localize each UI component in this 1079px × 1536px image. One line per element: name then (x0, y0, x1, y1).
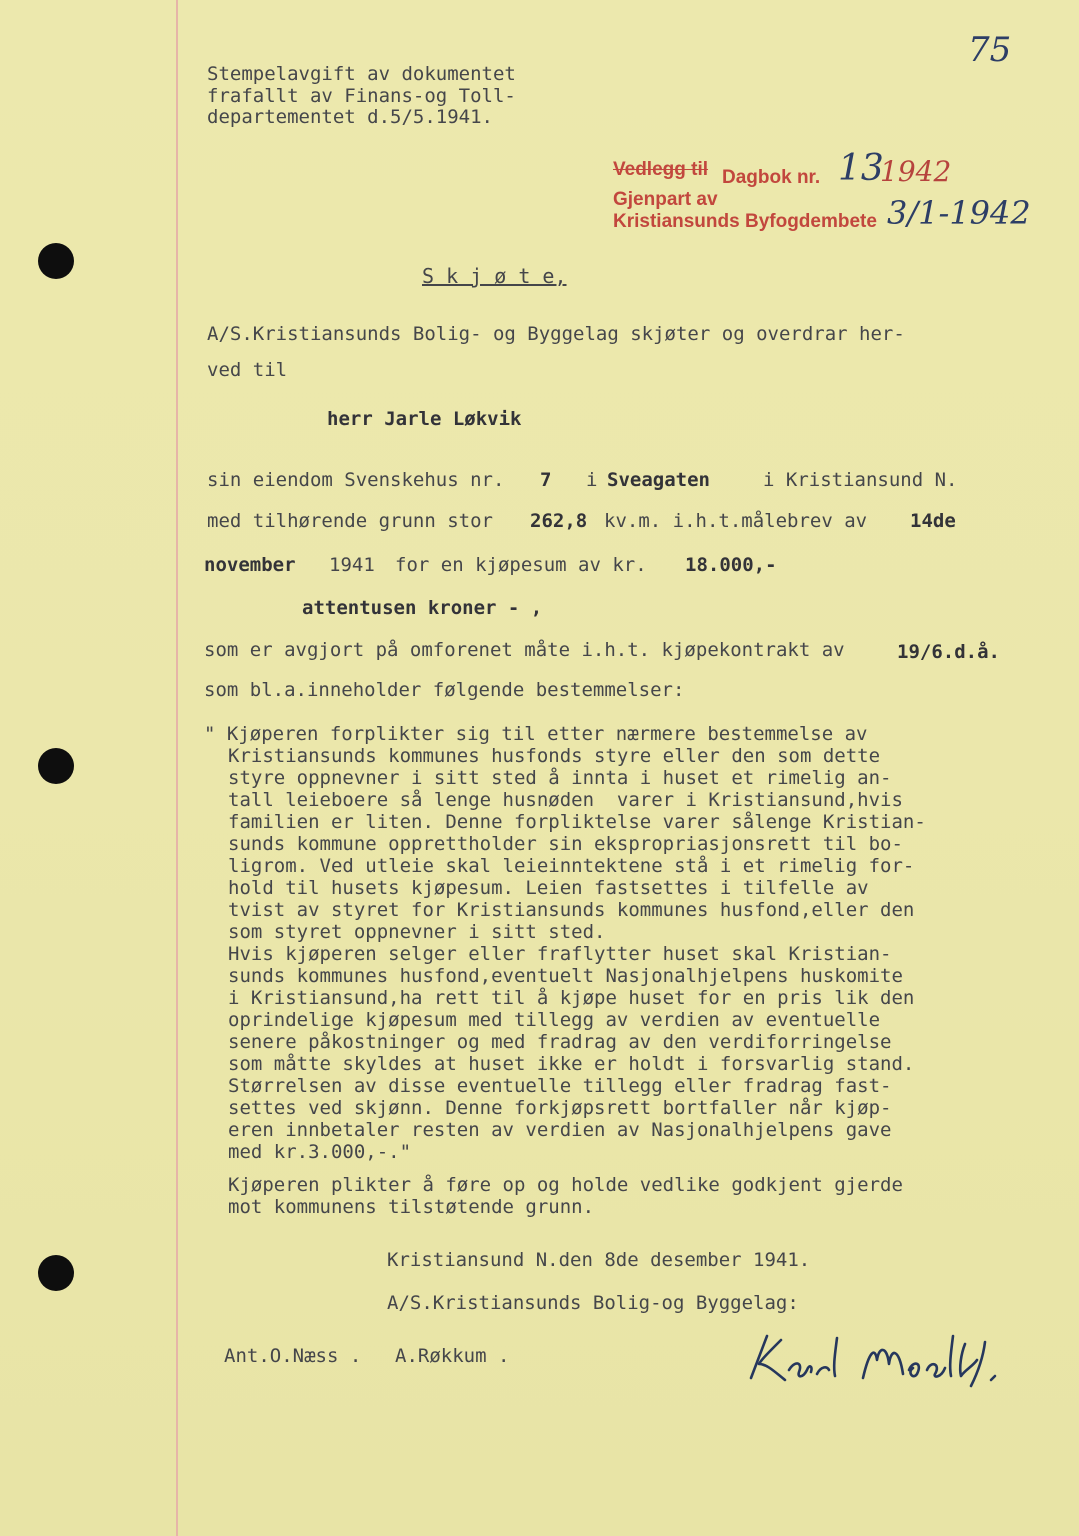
quote-line: i Kristiansund,ha rett til å kjøpe huset for en pris lik den (228, 987, 915, 1009)
survey-month: november (204, 554, 296, 576)
quote-line: eren innbetaler resten av verdien av Nasjonalhjelpens gave (228, 1119, 892, 1141)
quote-line: hold til husets kjøpesum. Leien fastsettes i tilfelle av (228, 877, 869, 899)
agreement-text: som er avgjort på omforenet måte i.h.t. kjøpekontrakt av (204, 639, 845, 661)
registry-copy-label: Gjenpart av (613, 189, 718, 210)
quote-line: tvist av styret for Kristiansunds kommunes husfond,eller den (228, 899, 915, 921)
registry-dagbok-label: Dagbok nr. (722, 167, 821, 188)
buyer-name: herr Jarle Løkvik (327, 408, 522, 430)
intro-line: A/S.Kristiansunds Bolig- og Byggelag skjøter og overdrar her- (207, 323, 905, 345)
quote-line: senere påkostninger og med fradrag av den verdiforringelse (228, 1031, 892, 1053)
quote-line: ligrom. Ved utleie skal leieinntektene stå i et rimelig for- (228, 855, 915, 877)
quote-line: som måtte skyldes at huset ikke er holdt i forsvarlig stand. (228, 1053, 915, 1075)
property-text: kv.m. i.h.t.målebrev av (604, 510, 868, 532)
quote-line: med kr.3.000,-." (228, 1141, 412, 1163)
contract-date: 19/6.d.å. (897, 641, 1000, 663)
quote-line: tall leieboere så lenge husnøden varer i Kristiansund,hvis (228, 789, 903, 811)
page-number: 75 (968, 30, 1012, 70)
purchase-amount: 18.000,- (685, 554, 777, 576)
quote-line: " Kjøperen forplikter sig til etter nærmere bestemmelse av (204, 723, 868, 745)
survey-date: 14de (910, 510, 956, 532)
stamp-note-line: departementet d.5/5.1941. (207, 106, 493, 128)
registry-number: 13 (838, 148, 884, 189)
punch-hole-top (38, 243, 74, 279)
stamp-note-line: frafallt av Finans-og Toll- (207, 85, 516, 107)
property-text: i (586, 469, 598, 491)
quote-line: settes ved skjønn. Denne forkjøpsrett bortfaller når kjøp- (228, 1097, 892, 1119)
quote-line: Hvis kjøperen selger eller fraflytter huset skal Kristian- (228, 943, 892, 965)
quote-line: sunds kommunes husfond,eventuelt Nasjonalhjelpens huskomite (228, 965, 903, 987)
fence-clause-line: mot kommunens tilstøtende grunn. (228, 1196, 595, 1218)
registry-office-label: Kristiansunds Byfogdembete (613, 211, 877, 232)
handwritten-signature (745, 1330, 1010, 1390)
survey-year: 1941 (329, 554, 375, 576)
place-and-date: Kristiansund N.den 8de desember 1941. (387, 1249, 811, 1271)
registry-date: 3/1-1942 (887, 194, 1031, 232)
quote-line: Størrelsen av disse eventuelle tillegg eller fradrag fast- (228, 1075, 892, 1097)
quote-line: som styret oppnevner i sitt sted. (228, 921, 606, 943)
property-text: i Kristiansund N. (763, 469, 958, 491)
property-text: sin eiendom Svenskehus nr. (207, 469, 505, 491)
quote-line: sunds kommune opprettholder sin ekspropriasjonsrett til bo- (228, 833, 903, 855)
quote-line: Kristiansunds kommunes husfonds styre eller den som dette (228, 745, 881, 767)
margin-line (176, 0, 178, 1536)
provisions-intro: som bl.a.inneholder følgende bestemmelser: (204, 679, 685, 701)
registry-struck-label: Vedlegg til (613, 159, 709, 180)
quote-line: familien er liten. Denne forpliktelse varer sålenge Kristian- (228, 811, 926, 833)
signatory: A.Røkkum . (395, 1345, 510, 1367)
property-text: for en kjøpesum av kr. (395, 554, 647, 576)
amount-in-words: attentusen kroner - , (302, 597, 543, 619)
street-name: Sveagaten (607, 469, 710, 491)
stamp-note-line: Stempelavgift av dokumentet (207, 63, 516, 85)
signatory: Ant.O.Næss . (224, 1345, 362, 1367)
punch-hole-middle (38, 748, 74, 784)
company-signature-line: A/S.Kristiansunds Bolig-og Byggelag: (387, 1292, 799, 1314)
document-title: S k j ø t e, (422, 264, 567, 288)
quote-line: styre oppnevner i sitt sted å innta i huset et rimelig an- (228, 767, 892, 789)
fence-clause-line: Kjøperen plikter å føre op og holde vedlike godkjent gjerde (228, 1174, 903, 1196)
quote-line: oprindelige kjøpesum med tillegg av verdien av eventuelle (228, 1009, 881, 1031)
registry-year: 1942 (880, 155, 952, 188)
house-number: 7 (540, 469, 552, 491)
plot-area: 262,8 (530, 510, 588, 532)
punch-hole-bottom (38, 1255, 74, 1291)
intro-line: ved til (207, 359, 288, 381)
property-text: med tilhørende grunn stor (207, 510, 493, 532)
